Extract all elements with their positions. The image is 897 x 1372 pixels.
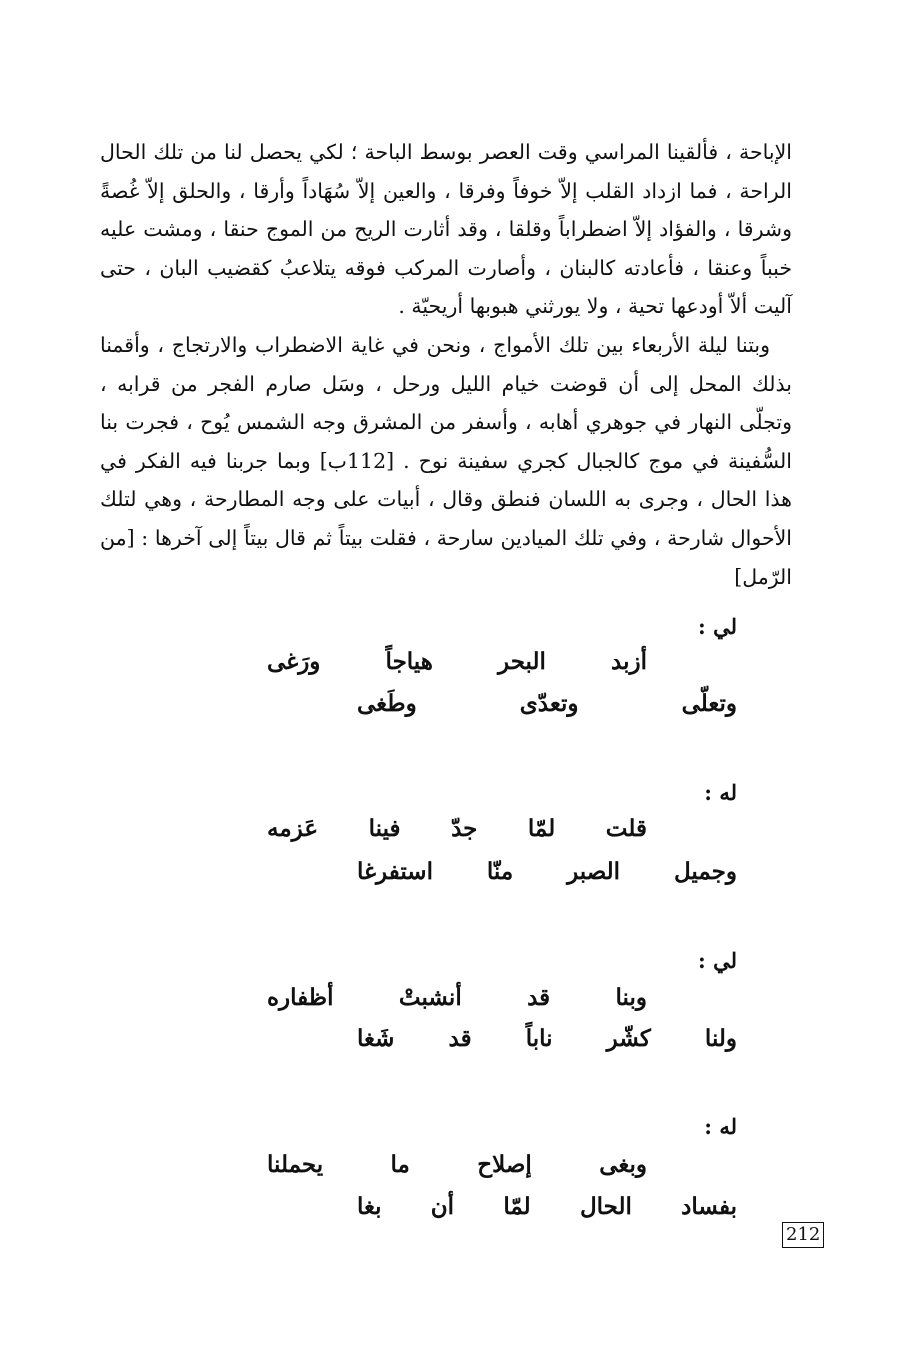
verse-first-hemistich: قلت لمّا جدّ فينا عَزمه	[267, 815, 647, 842]
prose-text	[100, 133, 792, 596]
verse-speaker: له :	[704, 1114, 737, 1139]
verse-first-hemistich: وبنا قد أنشبتْ أظفاره	[267, 984, 647, 1011]
verse-second-hemistich: وجميل الصبر منّا استفرغا	[357, 858, 737, 885]
verse-second-hemistich: وتعلّى وتعدّى وطَغى	[357, 690, 737, 717]
page-number: 212	[782, 1222, 824, 1248]
verse-first-hemistich: أزبد البحر هياجاً ورَغى	[267, 648, 647, 675]
verse-second-hemistich: ولنا كشّر ناباً قد شَغا	[357, 1025, 737, 1052]
verse-first-hemistich: وبغى إصلاح ما يحملنا	[267, 1151, 647, 1178]
verse-speaker: لي :	[698, 614, 737, 639]
paragraph: الإباحة ، فألقينا المراسي وقت العصر بوسط الباحة ؛ لكي يحصل لنا من تلك الحال الراحة ، فما ازداد القلب إلاّ خوفاً وفرقا ، والعين إلاّ سُهَاداً وأرقا ، والحلق إلاّ غُصةً وشرقا ، والفؤاد إلاّ اضطراباً وقلقا ، وقد أثارت الريح من الموج حنقا ، ومشت عليه خبباً وعنقا ، فأعادته كالبنان ، وأصارت المركب فوقه يتلاعبُ كقضيب البان ، حتى آليت ألاّ أودعها تحية ، ولا يورثني هبوبها أريحيّة .	[100, 140, 792, 319]
verse-speaker: لي :	[698, 948, 737, 973]
verse-speaker: له :	[704, 780, 737, 805]
verse-second-hemistich: بفساد الحال لمّا أن بغا	[357, 1193, 737, 1220]
paragraph: وبتنا ليلة الأربعاء بين تلك الأمواج ، ونحن في غاية الاضطراب والارتجاج ، وأقمنا بذلك المحل إلى أن قوضت خيام الليل ورحل ، وسَل صارم الفجر من قرابه ، وتجلّى النهار في جوهري أهابه ، وأسفر من المشرق وجه الشمس يُوح ، فجرت بنا السُّفينة في موج كالجبال كجري سفينة نوح . [112ب] وبما جربنا فيه الفكر في هذا الحال ، وجرى به اللسان فنطق وقال ، أبيات على وجه المطارحة ، وهي لتلك الأحوال شارحة ، وفي تلك الميادين سارحة ، فقلت بيتاً ثم قال بيتاً إلى آخرها : [من الرّمل]	[100, 332, 792, 589]
